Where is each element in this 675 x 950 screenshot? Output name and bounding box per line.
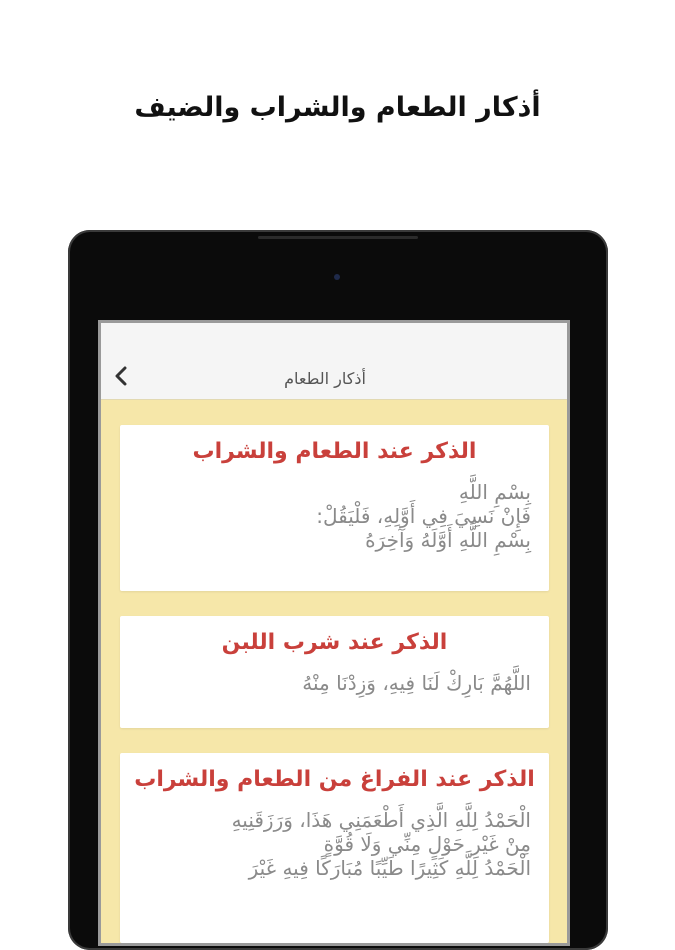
card-body: الْحَمْدُ لِلَّهِ الَّذِي أَطْعَمَنِي هَذَا، وَرَزَقَنِيهِ مِنْ غَيْرِ حَوْلٍ مِنِّي وَلَا قُوَّةٍ الْحَمْدُ لِلَّهِ كَثِيرًا طَيِّبًا مُبَارَكًا فِيهِ غَيْرَ [231, 808, 531, 880]
card-body: بِسْمِ اللَّهِ فَإِنْ نَسِيَ فِي أَوَّلِهِ، فَلْيَقُلْ: بِسْمِ اللَّهِ أَوَّلَهُ وَآخِرَهُ [316, 480, 531, 552]
card-title: الذكر عند الفراغ من الطعام والشراب [134, 767, 535, 792]
app-screen [98, 320, 570, 946]
camera-icon [334, 274, 340, 280]
card-milk[interactable] [120, 616, 549, 728]
promo-title: أذكار الطعام والشراب والضيف [134, 92, 541, 123]
card-title: الذكر عند شرب اللبن [221, 630, 448, 655]
app-bar [101, 323, 567, 400]
back-button[interactable] [109, 363, 135, 389]
tablet-frame [68, 230, 608, 950]
app-title: أذكار الطعام [284, 369, 366, 388]
chevron-left-icon [109, 363, 135, 389]
card-food-drink[interactable] [120, 425, 549, 591]
card-body: اللَّهُمَّ بَارِكْ لَنَا فِيهِ، وَزِدْنَا مِنْهُ [302, 671, 531, 695]
tablet-top-edge [258, 236, 418, 239]
card-title: الذكر عند الطعام والشراب [192, 439, 477, 464]
card-after-food[interactable] [120, 753, 549, 943]
